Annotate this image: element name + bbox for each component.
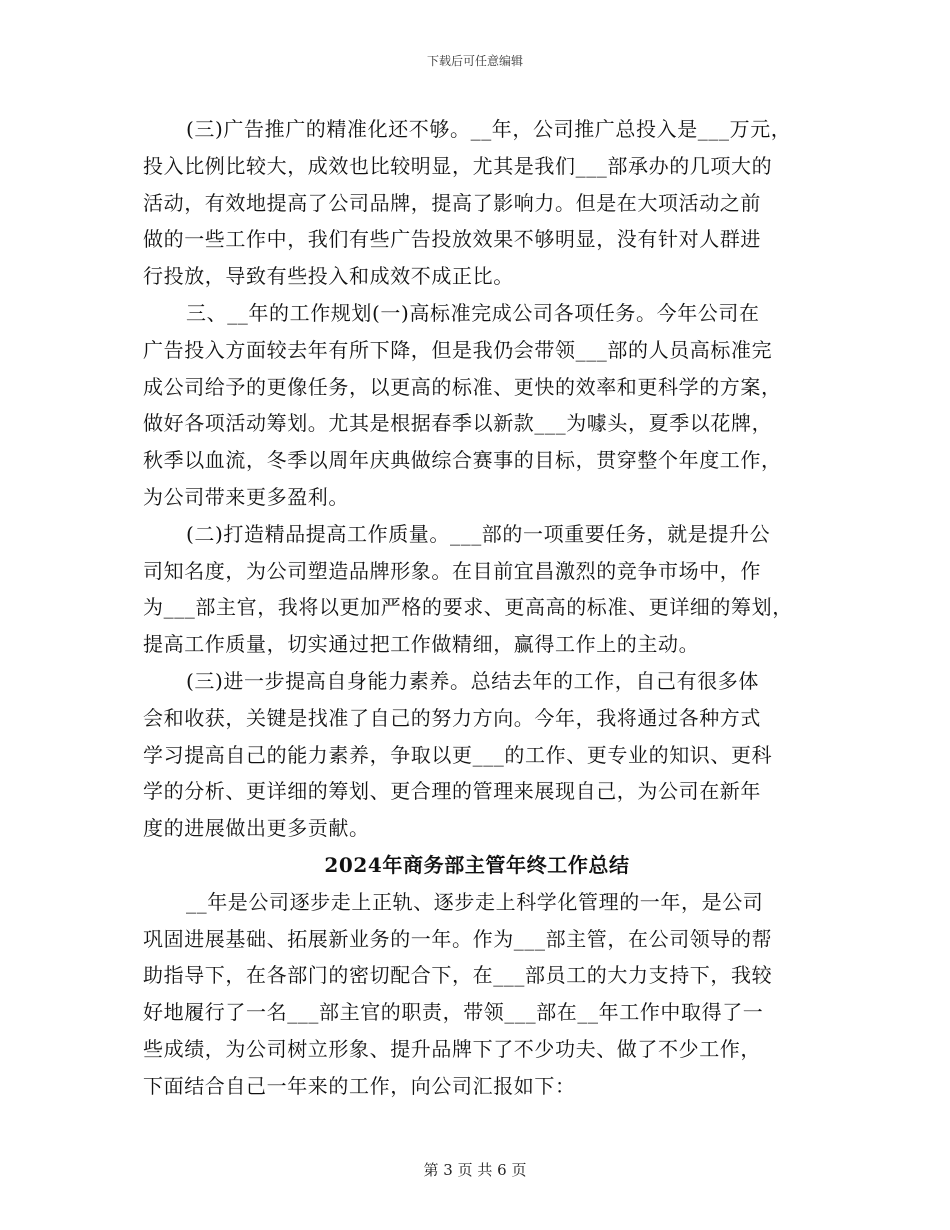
paragraph-line: (三)进一步提高自身能力素养。总结去年的工作，自己有很多体 [186, 668, 760, 693]
paragraph-line: 度的进展做出更多贡献。 [143, 816, 370, 841]
paragraph-line: 会和收获，关键是找准了自己的努力方向。今年，我将通过各种方式 [143, 705, 761, 730]
paragraph-line: 司知名度，为公司塑造品牌形象。在目前宜昌激烈的竞争市场中，作 [143, 558, 761, 583]
paragraph-line: 做的一些工作中，我们有些广告投放效果不够明显，没有针对人群进 [143, 227, 761, 252]
section-title: 2024年商务部主管年终工作总结 [324, 852, 630, 877]
paragraph-line: 些成绩，为公司树立形象、提升品牌下了不少功夫、做了不少工作， [143, 1036, 761, 1061]
paragraph-line: (二)打造精品提高工作质量。___部的一项重要任务，就是提升公 [186, 521, 771, 546]
paragraph-line: 活动，有效地提高了公司品牌，提高了影响力。但是在大项活动之前 [143, 190, 761, 215]
paragraph-line: 成公司给予的更像任务，以更高的标准、更快的效率和更科学的方案， [143, 374, 782, 399]
paragraph-line: 秋季以血流，冬季以周年庆典做综合赛事的目标，贯穿整个年度工作， [143, 448, 782, 473]
paragraph-line: 提高工作质量，切实通过把工作做精细，赢得工作上的主动。 [143, 632, 700, 657]
paragraph-line: 广告投入方面较去年有所下降，但是我仍会带领___部的人员高标准完 [143, 337, 773, 362]
paragraph-line: 助指导下，在各部门的密切配合下，在___部员工的大力支持下，我较 [143, 963, 773, 988]
paragraph-line: 为公司带来更多盈利。 [143, 484, 349, 509]
paragraph-line: 做好各项活动筹划。尤其是根据春季以新款___为噱头，夏季以花牌， [143, 411, 773, 436]
document-body [143, 111, 811, 1105]
paragraph-line: 三、__年的工作规划(一)高标准完成公司各项任务。今年公司在 [186, 300, 760, 325]
paragraph-line: 行投放，导致有些投入和成效不成正比。 [143, 264, 514, 289]
paragraph-line: 下面结合自己一年来的工作，向公司汇报如下： [143, 1073, 576, 1098]
paragraph-line: __年是公司逐步走上正轨、逐步走上科学化管理的一年，是公司 [186, 889, 764, 914]
paragraph-line: (三)广告推广的精准化还不够。__年，公司推广总投入是___万元， [186, 117, 792, 141]
paragraph-line: 巩固进展基础、拓展新业务的一年。作为___部主管，在公司领导的帮 [143, 926, 773, 951]
paragraph-line: 好地履行了一名___部主官的职责，带领___部在__年工作中取得了一 [143, 1000, 764, 1025]
page-header: 下载后可任意编辑 [426, 54, 523, 68]
paragraph-line: 为___部主官，我将以更加严格的要求、更高高的标准、更详细的筹划， [143, 595, 793, 620]
paragraph-line: 学习提高自己的能力素养，争取以更___的工作、更专业的知识、更科 [143, 742, 773, 767]
paragraph-line: 投入比例比较大，成效也比较明显，尤其是我们___部承办的几项大的 [143, 153, 773, 178]
paragraph-line: 学的分析、更详细的筹划、更合理的管理来展现自己，为公司在新年 [143, 779, 761, 804]
page-number: 第 3 页 共 6 页 [423, 1161, 527, 1179]
